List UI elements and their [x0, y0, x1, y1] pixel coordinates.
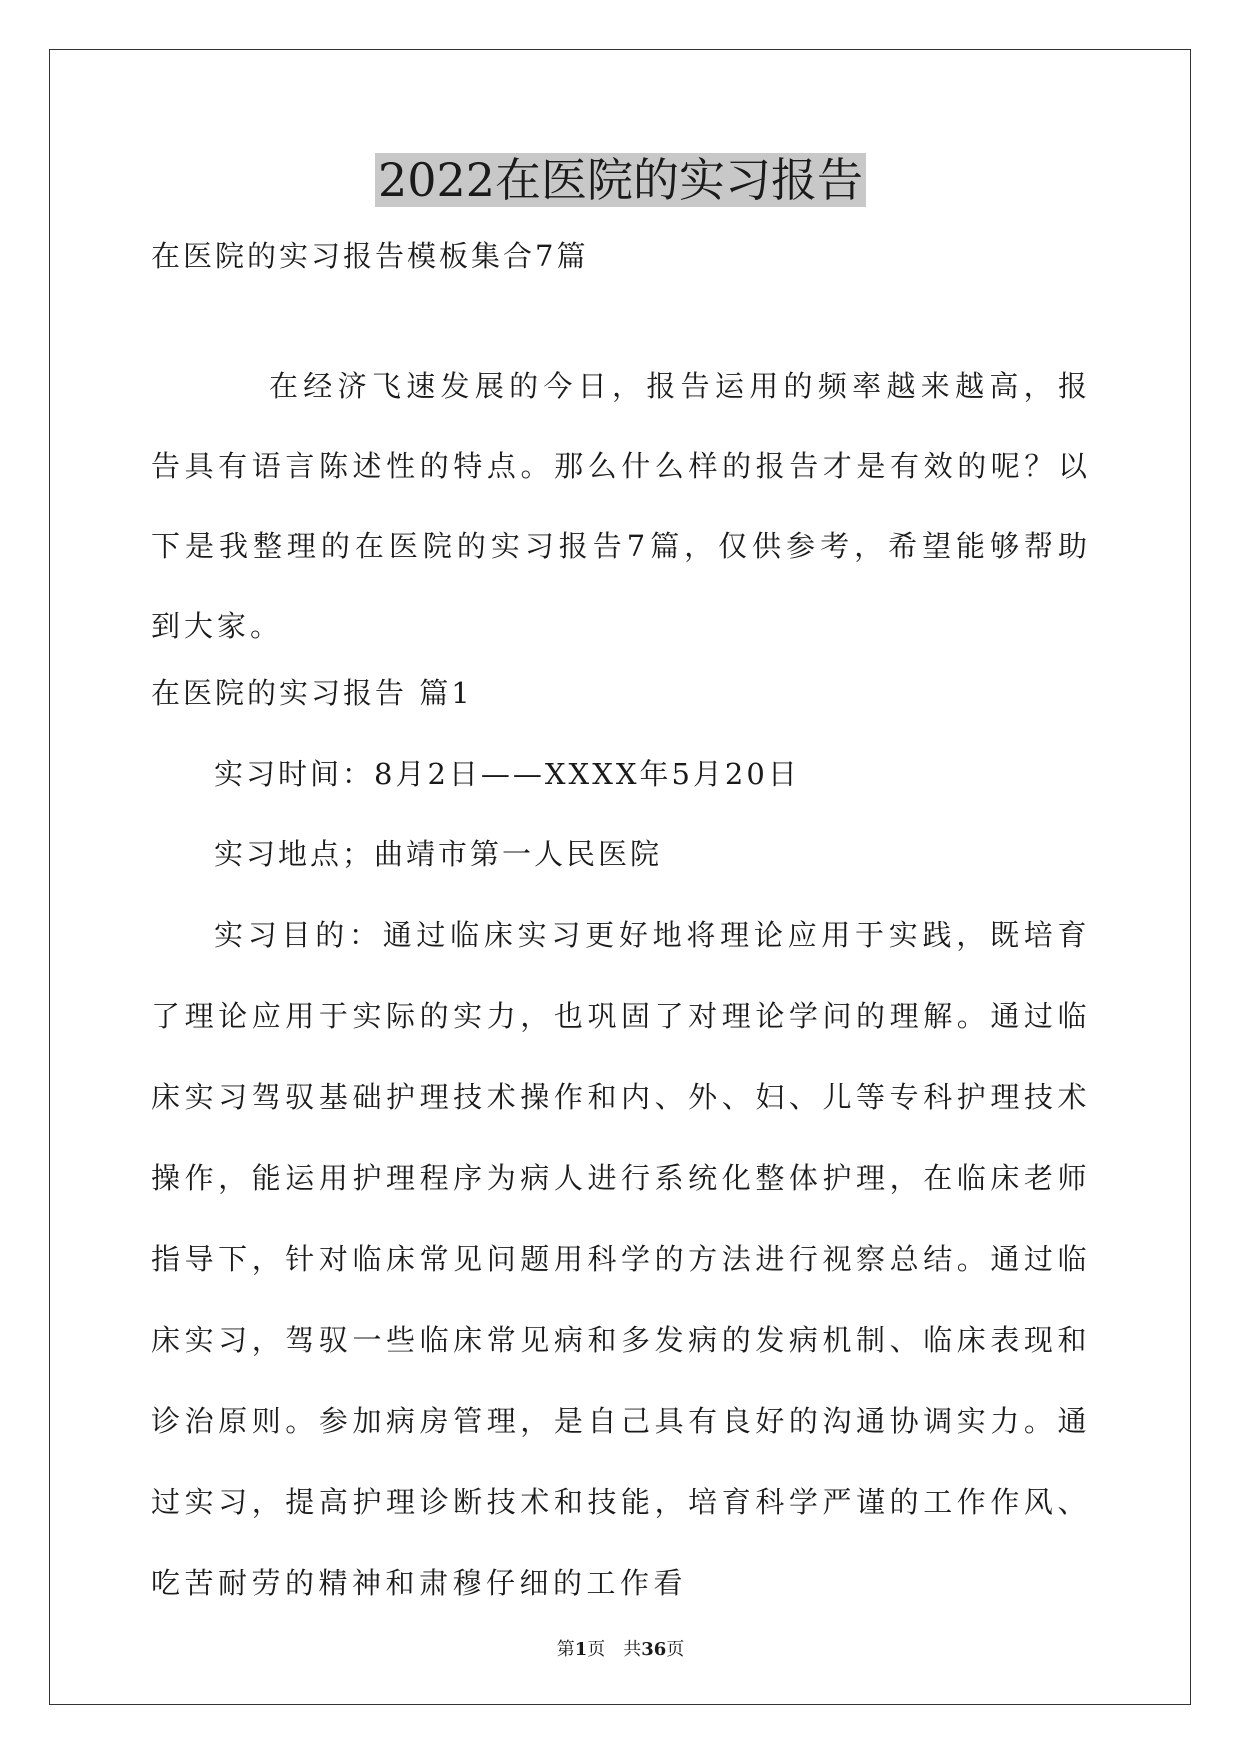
intro-paragraph: 在经济飞速发展的今日，报告运用的频率越来越高，报告具有语言陈述性的特点。那么什么样的报告才是有效的呢？以下是我整理的在医院的实习报告7篇，仅供参考，希望能够帮助到大家。: [151, 369, 1091, 643]
section-title: 在医院的实习报告 篇1: [151, 676, 473, 710]
page-footer: [0, 1638, 1241, 1662]
footer-page-number: 1: [574, 1639, 588, 1660]
document-title-text: 2022在医院的实习报告: [375, 153, 866, 207]
footer-total-pages: 36: [641, 1639, 667, 1660]
document-subtitle: 在医院的实习报告模板集合7篇: [151, 239, 589, 273]
internship-time: 实习时间：8月2日——XXXX年5月20日: [214, 757, 800, 791]
internship-purpose-paragraph: 实习目的：通过临床实习更好地将理论应用于实践，既培育了理论应用于实际的实力，也巩固了对理论学问的理解。通过临床实习驾驭基础护理技术操作和内、外、妇、儿等专科护理技术操作，能运用护理程序为病人进行系统化整体护理，在临床老师指导下，针对临床常见问题用科学的方法进行视察总结。通过临床实习，驾驭一些临床常见病和多发病的发病机制、临床表现和诊治原则。参加病房管理，是自己具有良好的沟通协调实力。通过实习，提高护理诊断技术和技能，培育科学严谨的工作作风、吃苦耐劳的精神和肃穆仔细的工作看: [151, 918, 1091, 1600]
footer-middle: 页 共: [587, 1639, 642, 1660]
footer-prefix: 第: [556, 1639, 575, 1660]
internship-place: 实习地点；曲靖市第一人民医院: [214, 837, 663, 871]
document-title: [0, 150, 1241, 210]
footer-suffix: 页: [666, 1639, 685, 1660]
